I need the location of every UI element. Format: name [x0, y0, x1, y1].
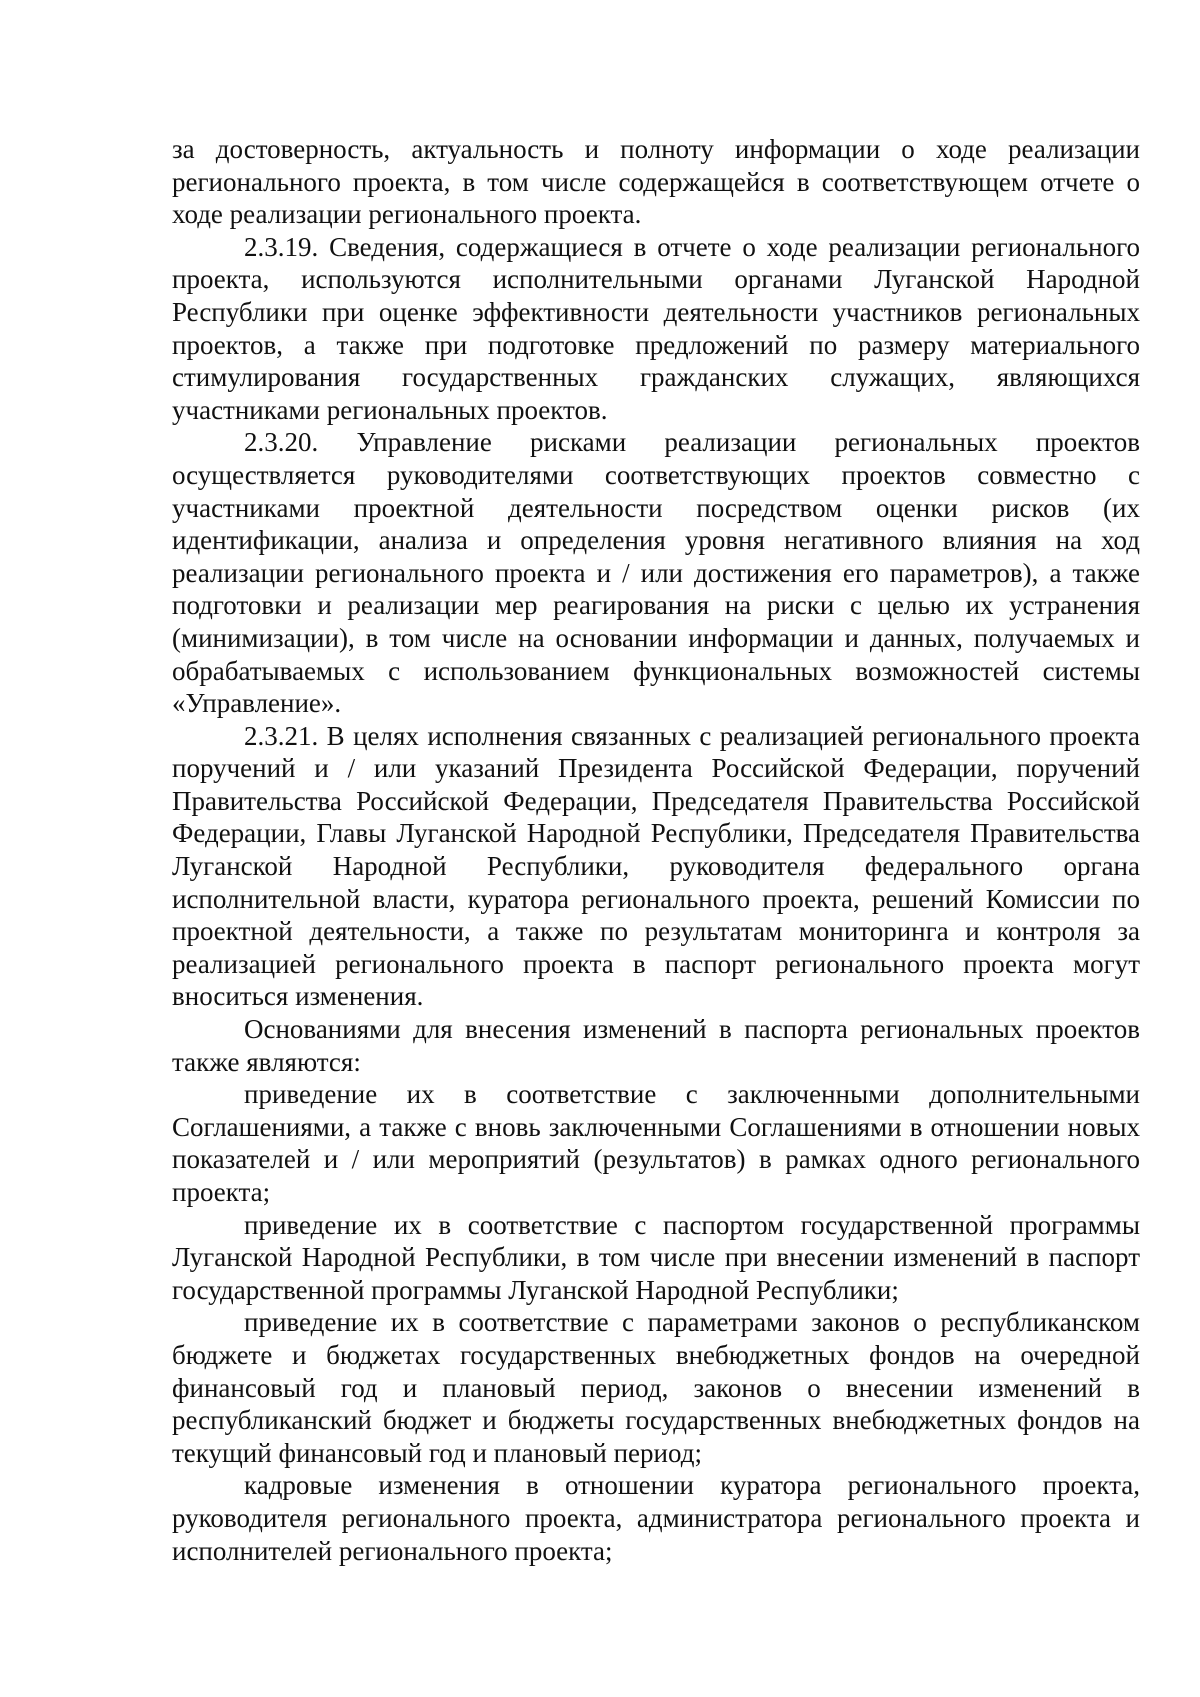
paragraph-grounds-item-3: приведение их в соответствие с параметрами законов о республиканском бюджете и бюджетах государственных внебюджетных фондов на очередной финансовый год и плановый период, законов о внесении изменений в республиканский бюджет и бюджеты государственных внебюджетных фондов на текущий финансовый год и плановый период; — [172, 1307, 1140, 1468]
document-body — [172, 133, 1140, 1567]
paragraph-2-3-21: 2.3.21. В целях исполнения связанных с реализацией регионального проекта поручений и / или указаний Президента Российской Федерации, поручений Правительства Российской Федерации, Председателя Правительства Российской Федерации, Главы Луганской Народной Республики, Председателя Правительства Луганской Народной Республики, руководителя федерального органа исполнительной власти, куратора регионального проекта, решений Комиссии по проектной деятельности, а также по результатам мониторинга и контроля за реализацией регионального проекта в паспорт регионального проекта могут вноситься изменения. — [172, 720, 1140, 1012]
paragraph-2-3-19: 2.3.19. Сведения, содержащиеся в отчете о ходе реализации регионального проекта, используются исполнительными органами Луганской Народной Республики при оценке эффективности деятельности участников региональных проектов, а также при подготовке предложений по размеру материального стимулирования государственных гражданских служащих, являющихся участниками региональных проектов. — [172, 231, 1140, 425]
paragraph-2-3-20: 2.3.20. Управление рисками реализации региональных проектов осуществляется руководителями соответствующих проектов совместно с участниками проектной деятельности посредством оценки рисков (их идентификации, анализа и определения уровня негативного влияния на ход реализации регионального проекта и / или достижения его параметров), а также подготовки и реализации мер реагирования на риски с целью их устранения (минимизации), в том числе на основании информации и данных, получаемых и обрабатываемых с использованием функциональных возможностей системы «Управление». — [172, 427, 1140, 719]
paragraph-grounds-intro: Основаниями для внесения изменений в паспорта региональных проектов также являются: — [172, 1014, 1140, 1077]
paragraph-grounds-item-1: приведение их в соответствие с заключенными дополнительными Соглашениями, а также с вновь заключенными Соглашениями в отношении новых показателей и / или мероприятий (результатов) в рамках одного регионального проекта; — [172, 1079, 1140, 1207]
paragraph-grounds-item-4: кадровые изменения в отношении куратора регионального проекта, руководителя регионального проекта, администратора регионального проекта и исполнителей регионального проекта; — [172, 1470, 1140, 1566]
paragraph-continuation: за достоверность, актуальность и полноту информации о ходе реализации регионального проекта, в том числе содержащейся в соответствующем отчете о ходе реализации регионального проекта. — [172, 134, 1140, 230]
paragraph-grounds-item-2: приведение их в соответствие с паспортом государственной программы Луганской Народной Республики, в том числе при внесении изменений в паспорт государственной программы Луганской Народной Республики; — [172, 1209, 1140, 1305]
